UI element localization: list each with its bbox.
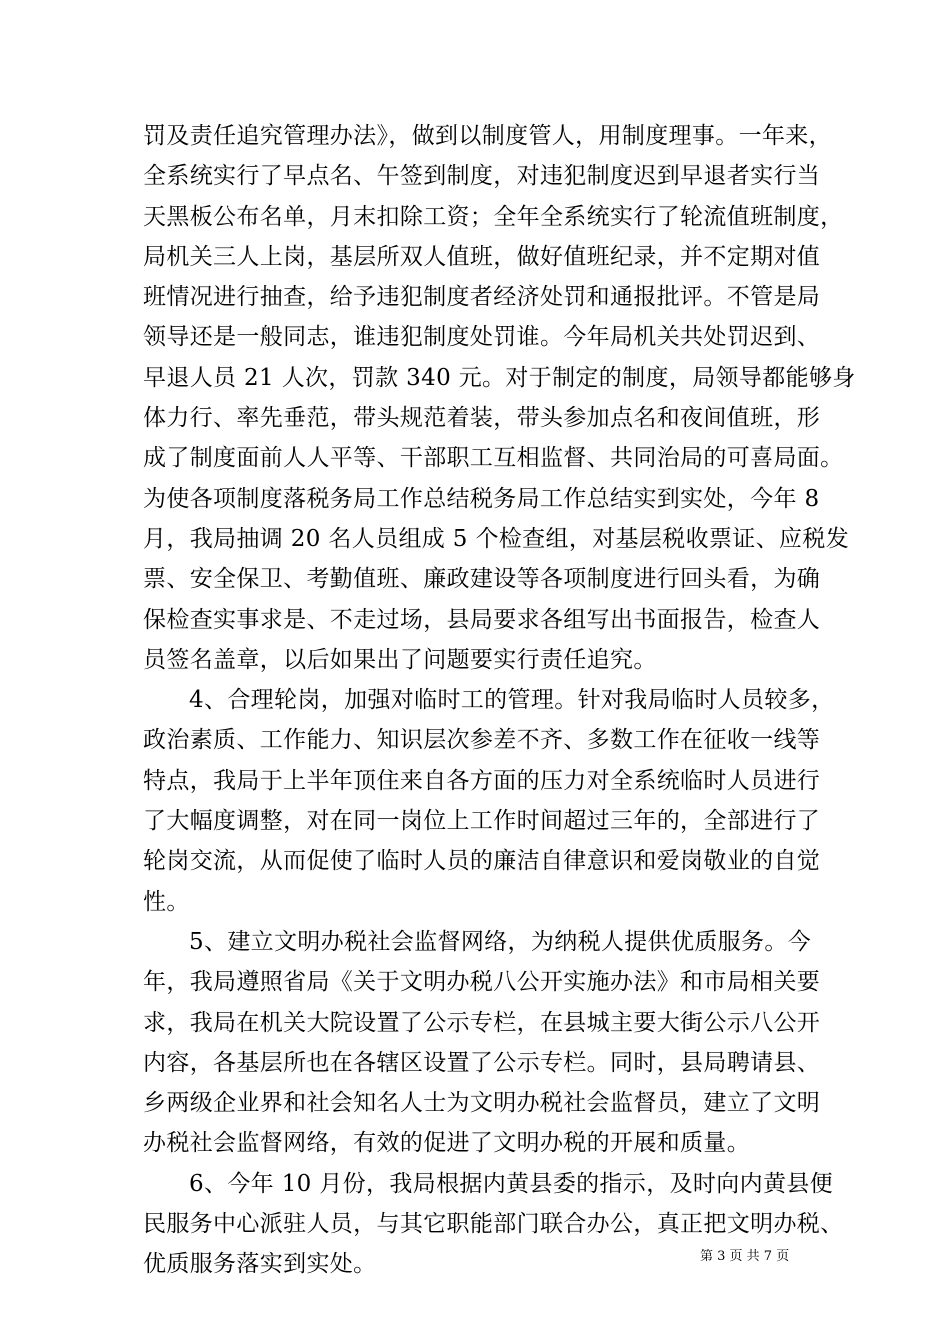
text-line: 早退人员 21 人次，罚款 340 元。对于制定的制度，局领导都能够身	[143, 364, 856, 391]
text-line: 内容，各基层所也在各辖区设置了公示专栏。同时，县局聘请县、	[143, 1049, 821, 1076]
text-line: 保检查实事求是、不走过场，县局要求各组写出书面报告，检查人	[143, 606, 821, 633]
body-text	[143, 116, 856, 1285]
text-line: 优质服务落实到实处。	[143, 1251, 377, 1278]
text-line: 年，我局遵照省局《关于文明办税八公开实施办法》和市局相关要	[143, 969, 821, 996]
paragraph-4-first-line: 4、合理轮岗，加强对临时工的管理。针对我局临时人员较多，	[189, 687, 835, 714]
text-line: 为使各项制度落税务局工作总结税务局工作总结实到实处，今年 8	[143, 485, 820, 512]
text-line: 天黑板公布名单，月末扣除工资；全年全系统实行了轮流值班制度，	[143, 203, 844, 230]
text-line: 特点，我局于上半年顶住来自各方面的压力对全系统临时人员进行	[143, 767, 821, 794]
text-line: 民服务中心派驻人员，与其它职能部门联合办公，真正把文明办税、	[143, 1211, 844, 1238]
text-line: 罚及责任追究管理办法》，做到以制度管人，用制度理事。一年来，	[143, 123, 832, 149]
text-line: 员签名盖章，以后如果出了问题要实行责任追究。	[143, 646, 657, 673]
text-line: 全系统实行了早点名、午签到制度，对违犯制度迟到早退者实行当	[143, 163, 821, 190]
text-line: 轮岗交流，从而促使了临时人员的廉洁自律意识和爱岗敬业的自觉	[143, 848, 821, 875]
text-line: 体力行、率先垂范，带头规范着装，带头参加点名和夜间值班，形	[143, 405, 821, 432]
text-line: 班情况进行抽查，给予违犯制度者经济处罚和通报批评。不管是局	[143, 284, 821, 311]
text-line: 乡两级企业界和社会知名人士为文明办税社会监督员，建立了文明	[143, 1090, 821, 1117]
text-line: 领导还是一般同志，谁违犯制度处罚谁。今年局机关共处罚迟到、	[143, 324, 821, 351]
text-line: 成了制度面前人人平等、干部职工互相监督、共同治局的可喜局面。	[143, 445, 844, 472]
paragraph-6-first-line: 6、今年 10 月份，我局根据内黄县委的指示，及时向内黄县便	[189, 1170, 834, 1197]
text-line: 票、安全保卫、考勤值班、廉政建设等各项制度进行回头看，为确	[143, 566, 821, 593]
text-line: 政治素质、工作能力、知识层次参差不齐、多数工作在征收一线等	[143, 727, 821, 754]
text-line: 办税社会监督网络，有效的促进了文明办税的开展和质量。	[143, 1130, 751, 1157]
paragraph-5-first-line: 5、建立文明办税社会监督网络，为纳税人提供优质服务。今	[189, 928, 812, 955]
text-line: 求，我局在机关大院设置了公示专栏，在县城主要大街公示八公开	[143, 1009, 821, 1036]
text-line: 局机关三人上岗，基层所双人值班，做好值班纪录，并不定期对值	[143, 243, 821, 270]
page-number-footer: 第 3 页 共 7 页	[700, 1249, 790, 1264]
text-line: 了大幅度调整，对在同一岗位上工作时间超过三年的，全部进行了	[143, 808, 821, 835]
text-line: 性。	[143, 888, 190, 915]
text-line: 月，我局抽调 20 名人员组成 5 个检查组，对基层税收票证、应税发	[143, 525, 850, 552]
